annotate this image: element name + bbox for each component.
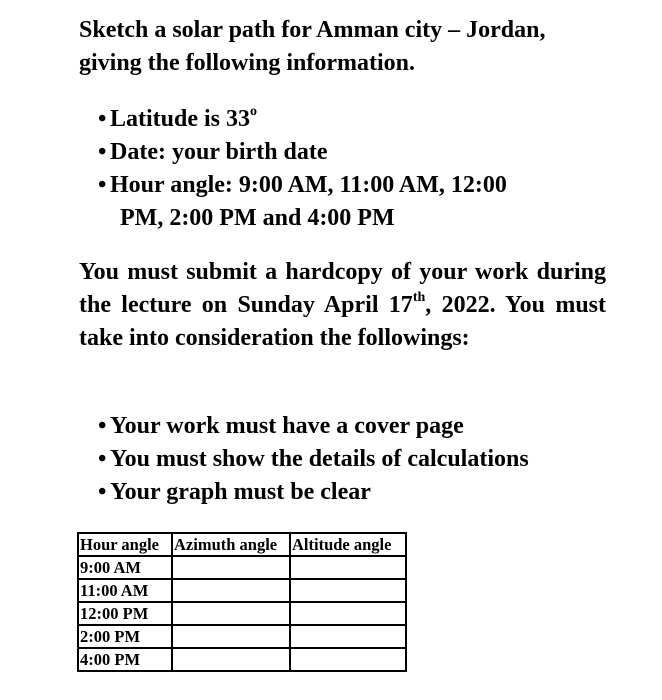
requirement-text: You must show the details of calculations — [110, 446, 529, 472]
bullet-icon: • — [98, 479, 107, 505]
requirement-text: Your graph must be clear — [110, 479, 371, 505]
hour-angle-cell: 11:00 AM — [78, 579, 172, 602]
intro-line-2: giving the following information. — [79, 50, 416, 76]
requirements-list — [98, 410, 618, 509]
table-header-row — [78, 533, 406, 556]
hour-angle-cell: 12:00 PM — [78, 602, 172, 625]
angles-table — [77, 532, 407, 672]
list-item-requirement — [98, 476, 618, 509]
ordinal-superscript: th — [412, 290, 426, 305]
altitude-cell — [290, 556, 406, 579]
info-list — [98, 103, 618, 235]
azimuth-cell — [172, 556, 290, 579]
azimuth-cell — [172, 602, 290, 625]
list-item-requirement — [98, 443, 618, 476]
hour-angle-text-line-2: PM, 2:00 PM and 4:00 PM — [120, 205, 395, 231]
azimuth-cell — [172, 625, 290, 648]
altitude-cell — [290, 579, 406, 602]
azimuth-cell — [172, 648, 290, 671]
submission-text-part-2: , 2022. You must take into consideration the followings: — [79, 292, 606, 351]
latitude-text: Latitude is 33 — [110, 106, 251, 132]
requirement-text: Your work must have a cover page — [110, 413, 464, 439]
degree-superscript: o — [250, 104, 258, 119]
list-item-requirement — [98, 410, 618, 443]
bullet-icon: • — [98, 172, 107, 198]
azimuth-cell — [172, 579, 290, 602]
date-text: Date: your birth date — [110, 139, 328, 165]
table-row — [78, 556, 406, 579]
bullet-icon: • — [98, 139, 107, 165]
header-azimuth-angle: Azimuth angle — [172, 533, 290, 556]
list-item-hour-angle — [98, 169, 618, 235]
hour-angle-cell: 9:00 AM — [78, 556, 172, 579]
list-item-latitude — [98, 103, 618, 136]
header-hour-angle: Hour angle — [78, 533, 172, 556]
bullet-icon: • — [98, 446, 107, 472]
table-row — [78, 625, 406, 648]
altitude-cell — [290, 602, 406, 625]
bullet-icon: • — [98, 106, 107, 132]
hour-angle-cell: 4:00 PM — [78, 648, 172, 671]
bullet-icon: • — [98, 413, 107, 439]
table-row — [78, 648, 406, 671]
intro-line-1: Sketch a solar path for Amman city – Jordan, — [79, 17, 546, 43]
hour-angle-cell: 2:00 PM — [78, 625, 172, 648]
altitude-cell — [290, 625, 406, 648]
header-altitude-angle: Altitude angle — [290, 533, 406, 556]
table-row — [78, 602, 406, 625]
altitude-cell — [290, 648, 406, 671]
table-row — [78, 579, 406, 602]
submission-paragraph — [79, 256, 606, 355]
intro-paragraph — [79, 14, 606, 80]
submission-text-part-1: You must submit a hardcopy of your work during the lecture on Sunday April 17 — [79, 259, 606, 318]
hour-angle-text-line-1: Hour angle: 9:00 AM, 11:00 AM, 12:00 — [110, 172, 507, 198]
list-item-date — [98, 136, 618, 169]
